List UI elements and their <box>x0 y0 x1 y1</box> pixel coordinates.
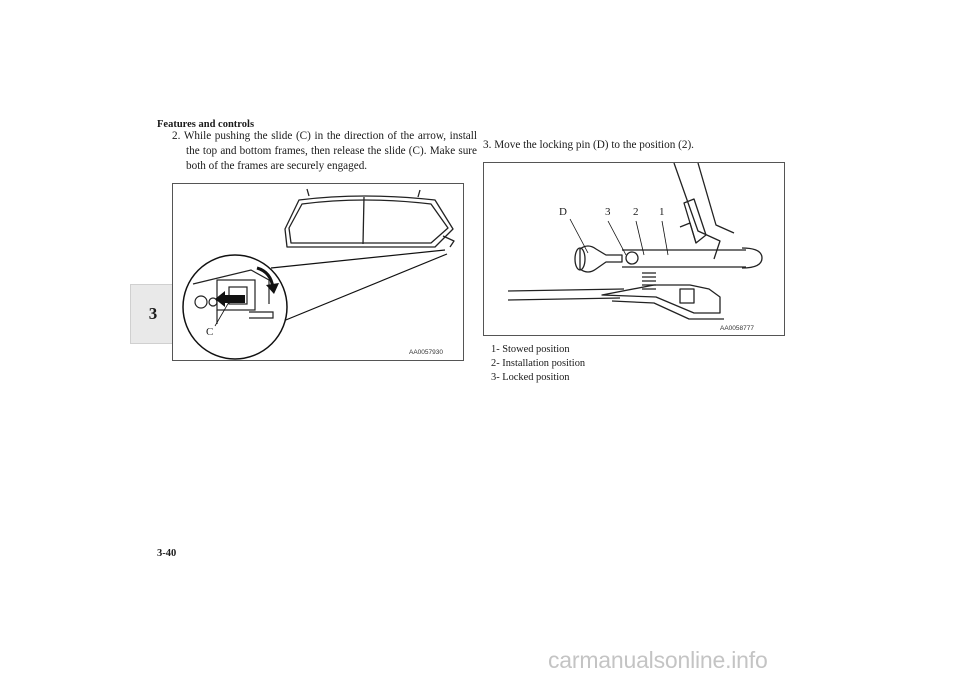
callout-1: 1 <box>659 206 665 218</box>
step-3-text: 3. Move the locking pin (D) to the position (2). <box>483 139 694 151</box>
chapter-number: 3 <box>148 304 158 323</box>
figure-1-id: AA0057930 <box>409 349 443 356</box>
position-legend <box>491 343 585 385</box>
legend-item-locked: 3- Locked position <box>491 372 570 383</box>
legend-item-installation: 2- Installation position <box>491 358 586 369</box>
chapter-tab <box>130 284 176 344</box>
page-number: 3-40 <box>157 548 177 559</box>
callout-3: 3 <box>605 206 611 218</box>
frame-install-illustration <box>173 184 463 360</box>
step-2-text: 2. While pushing the slide (C) in the direction of the arrow, install the top and bottom frames, then release the slide (C). Make sure both of the frames are securely engaged. <box>172 130 477 172</box>
figure-locking-pin <box>483 162 785 336</box>
callout-2: 2 <box>633 206 639 218</box>
legend-item-stowed: 1- Stowed position <box>491 344 570 355</box>
figure-frame-install <box>172 183 464 361</box>
callout-c: C <box>206 326 214 338</box>
watermark: carmanualsonline.info <box>548 647 768 673</box>
callout-d: D <box>559 206 567 218</box>
section-title: Features and controls <box>157 119 255 130</box>
figure-2-id: AA0058777 <box>720 325 754 332</box>
locking-pin-illustration <box>484 163 784 335</box>
